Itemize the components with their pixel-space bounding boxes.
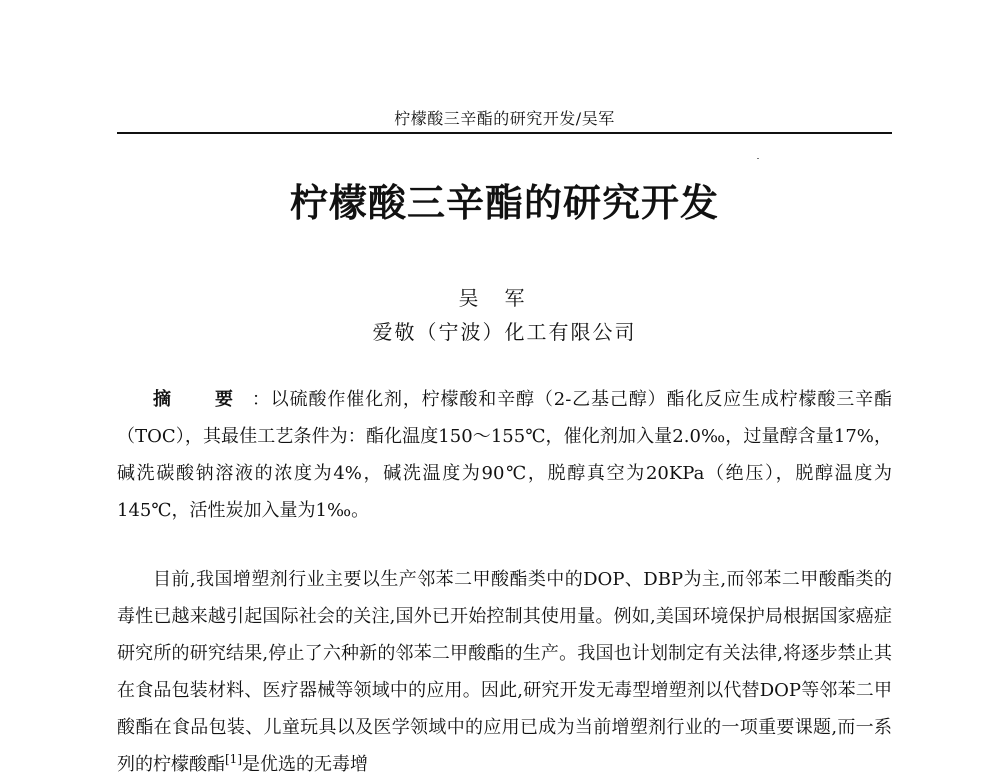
header-rule: [117, 132, 892, 134]
body-paragraph: [117, 561, 892, 783]
paper-title: 柠檬酸三辛酯的研究开发: [289, 180, 719, 225]
abstract-label: 摘 要: [153, 389, 252, 410]
author-affiliation: 爱敬（宁波）化工有限公司: [372, 320, 637, 344]
abstract: [117, 381, 892, 529]
scan-speck: [757, 158, 759, 159]
running-header: 柠檬酸三辛酯的研究开发/吴军: [394, 109, 615, 128]
body-text: 目前,我国增塑剂行业主要以生产邻苯二甲酸酯类中的DOP、DBP为主,而邻苯二甲酸酯类的毒性已越来越引起国际社会的关注,国外已开始控制其使用量。例如,美国环境保护局根据国家癌症研究所的研究结果,停止了六种新的邻苯二甲酸酯的生产。我国也计划制定有关法律,将逐步禁止其在食品包装材料、医疗器械等领域中的应用。因此,研究开发无毒型增塑剂以代替DOP等邻苯二甲酸酯在食品包装、儿童玩具以及医学领域中的应用已成为当前增塑剂行业的一项重要课题,而一系列的柠檬酸酯: [117, 569, 892, 775]
body-text-continued: 是优选的无毒增: [242, 754, 368, 775]
reference-mark[interactable]: [1]: [225, 752, 242, 766]
author-name: 吴军: [458, 286, 551, 310]
abstract-text: 以硫酸作催化剂，柠檬酸和辛醇（2-乙基己醇）酯化反应生成柠檬酸三辛酯（TOC），其最佳工艺条件为：酯化温度150～155℃，催化剂加入量2.0‰，过量醇含量17%，碱洗碳酸钠溶液的浓度为4%，碱洗温度为90℃，脱醇真空为20KPa（绝压），脱醇温度为145℃，活性炭加入量为1‰。: [117, 389, 893, 521]
abstract-label-colon: ：: [251, 389, 271, 410]
